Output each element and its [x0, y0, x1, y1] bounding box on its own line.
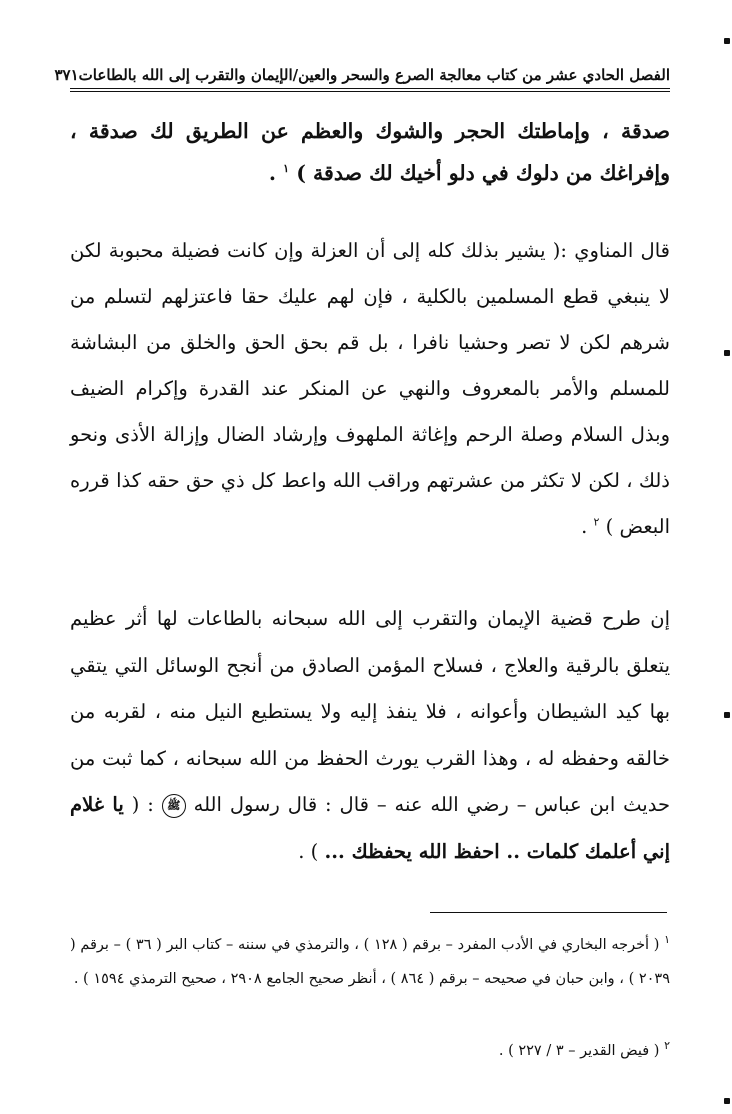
- margin-mark: [724, 38, 730, 44]
- quote-open: : (: [131, 793, 154, 816]
- paragraph-end: .: [581, 515, 588, 538]
- footnote-ref-1: ١: [283, 162, 290, 176]
- paragraph-text: إن طرح قضية الإيمان والتقرب إلى الله سبحانه بالطاعات لها أثر عظيم يتعلق بالرقية والعلاج ، فسلاح المؤمن الصادق من أنجح الوسائل التي يتقي بها كيد الشيطان وأعوانه ، فلا ينفذ إليه ولا يستطيع النيل منه ، لقربه من خالقه وحفظه له ، وهذا القرب يورث الحفظ من الله سبحانه ، كما ثبت من حديث ابن عباس – رضي الله عنه – قال : قال رسول الله: [70, 607, 671, 816]
- quote-close: ) .: [298, 839, 319, 863]
- paragraph-iman-taqarrub: [70, 596, 670, 875]
- paragraph-text: صدقة ، وإماطتك الحجر والشوك والعظم عن الطريق لك صدقة ، وإفراغك من دلوك في دلو أخيك لك صدقة ): [70, 119, 670, 185]
- hadith-quote: يا غلام إني أعلمك كلمات .. احفظ الله يحفظك ...: [70, 793, 670, 863]
- footnote-2: [70, 1034, 670, 1068]
- footnote-1-number: ١: [664, 933, 671, 947]
- margin-mark: [724, 350, 730, 356]
- footnote-rule: [430, 912, 667, 913]
- footnote-2-text: ( فيض القدير – ٣ / ٢٢٧ ) .: [498, 1043, 660, 1059]
- paragraph-end: .: [268, 161, 276, 185]
- footnote-ref-2: ٢: [593, 515, 600, 529]
- footnote-2-number: ٢: [664, 1039, 670, 1053]
- paragraph-hadith-ending: [70, 110, 670, 194]
- footnote-1-text: ( أخرجه البخاري في الأدب المفرد – برقم ( ١٢٨ ) ، والترمذي في سننه – كتاب البر ( ٣٦ ) – برقم ( ٢٠٣٩ ) ، وابن حبان في صحيحه – برقم ( ٨٦٤ ) ، أنظر صحيح الجامع ٢٩٠٨ ، صحيح الترمذي ١٥٩٤ ) .: [70, 937, 670, 987]
- salawat-glyph: ﷺ: [162, 794, 186, 818]
- running-header: [54, 40, 670, 84]
- paragraph-munawi-quote: [70, 228, 670, 550]
- margin-mark: [724, 1098, 730, 1104]
- header-rule: [70, 88, 670, 92]
- paragraph-text: قال المناوي :( يشير بذلك كله إلى أن العزلة وإن كانت فضيلة محبوبة لكن لا ينبغي قطع المسلمين بالكلية ، فإن لهم عليك حقا فاعتزلهم لتسلم من شرهم لكن لا تصر وحشيا نافرا ، بل قم بحق الحق والخلق من البشاشة للمسلم والأمر بالمعروف والنهي عن المنكر عند القدرة وإكرام الضيف وبذل السلام وصلة الرحم وإغاثة الملهوف وإرشاد الضال وإزالة الأذى ونحو ذلك ، لكن لا تكثر من عشرتهم وراقب الله واعط كل ذي حق حقه كذا قرره البعض ): [70, 239, 670, 538]
- footnote-1: [70, 928, 670, 996]
- header-title: الفصل الحادي عشر من كتاب معالجة الصرع والسحر والعين/الإيمان والتقرب إلى الله بالطاعات: [78, 66, 670, 84]
- margin-mark: [724, 712, 730, 718]
- page-number: ٣٧١: [54, 66, 79, 84]
